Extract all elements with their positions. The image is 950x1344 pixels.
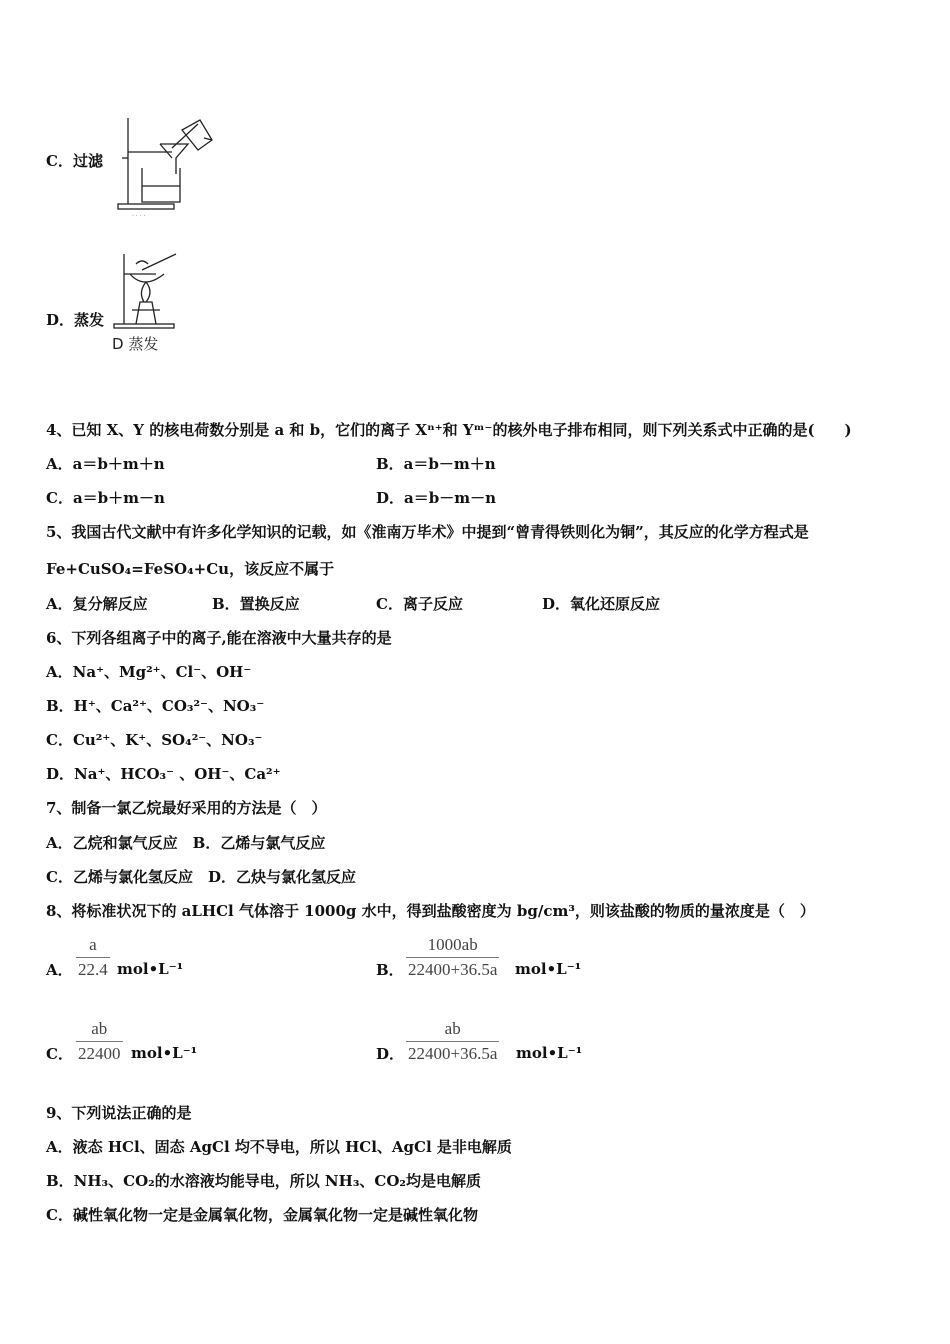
q5-option-c: C．离子反应 — [376, 595, 463, 613]
q8-option-c-fraction — [76, 1019, 123, 1064]
q5-stem-line1: 5、我国古代文献中有许多化学知识的记载，如《淮南万毕术》中提到“曾青得铁则化为铜”，其反应的化学方程式是 — [46, 523, 809, 541]
q4-option-a: A．a＝b＋m＋n — [46, 455, 165, 473]
q8-option-c-label: C． — [46, 1045, 73, 1063]
q6-option-a: A．Na⁺、Mg²⁺、Cl⁻、OH⁻ — [46, 663, 252, 681]
filtration-apparatus-figure — [112, 114, 222, 218]
fraction-denominator: 22.4 — [78, 960, 108, 979]
fraction-bar — [76, 957, 110, 958]
q8-option-a-label: A． — [46, 961, 73, 979]
q3-option-d: D．蒸发 — [46, 311, 105, 329]
q9-option-a: A．液态 HCl、固态 AgCl 均不导电，所以 HCl、AgCl 是非电解质 — [46, 1138, 512, 1156]
q6-option-d: D．Na⁺、HCO₃⁻ 、OH⁻、Ca²⁺ — [46, 765, 281, 783]
q6-option-c: C．Cu²⁺、K⁺、SO₄²⁻、NO₃⁻ — [46, 731, 263, 749]
q6-stem: 6、下列各组离子中的离子,能在溶液中大量共存的是 — [46, 629, 392, 647]
q7-options-ab: A．乙烷和氯气反应 B．乙烯与氯气反应 — [46, 834, 326, 852]
fraction-denominator: 22400 — [78, 1044, 121, 1063]
svg-text:. . . .: . . . . — [132, 211, 146, 218]
q8-option-d-label: D． — [376, 1045, 405, 1063]
fraction-bar — [76, 1041, 123, 1042]
q5-option-a: A．复分解反应 — [46, 595, 148, 613]
q4-option-c: C．a＝b＋m－n — [46, 489, 165, 507]
q8-option-a-unit: mol•L⁻¹ — [117, 960, 184, 978]
q5-option-d: D．氧化还原反应 — [542, 595, 661, 613]
q8-option-b-unit: mol•L⁻¹ — [515, 960, 582, 978]
fraction-denominator: 22400+36.5a — [408, 1044, 498, 1063]
q4-option-d: D．a＝b－m－n — [376, 489, 496, 507]
fraction-numerator: ab — [91, 1019, 108, 1038]
figure-caption: D 蒸发 — [112, 335, 159, 353]
q8-option-b-label: B． — [376, 961, 404, 979]
fraction-denominator: 22400+36.5a — [408, 960, 498, 979]
q5-stem-line2: Fe+CuSO₄=FeSO₄+Cu，该反应不属于 — [46, 560, 335, 578]
fraction-bar — [406, 1041, 499, 1042]
q7-stem: 7、制备一氯乙烷最好采用的方法是（ ） — [46, 799, 327, 817]
q8-option-a-fraction — [76, 935, 110, 980]
q4-option-b: B．a＝b－m＋n — [376, 455, 496, 473]
fraction-numerator: 1000ab — [427, 935, 478, 954]
evaporation-apparatus-figure — [112, 250, 182, 332]
q9-stem: 9、下列说法正确的是 — [46, 1104, 192, 1122]
q8-option-b-fraction — [406, 935, 499, 980]
q4-stem: 4、已知 X、Y 的核电荷数分别是 a 和 b，它们的离子 Xⁿ⁺和 Yᵐ⁻的核外电子排布相同，则下列关系式中正确的是( ) — [46, 421, 852, 439]
q8-option-d-fraction — [406, 1019, 499, 1064]
q7-options-cd: C．乙烯与氯化氢反应 D．乙炔与氯化氢反应 — [46, 868, 356, 886]
q8-option-c-unit: mol•L⁻¹ — [131, 1044, 198, 1062]
q6-option-b: B．H⁺、Ca²⁺、CO₃²⁻、NO₃⁻ — [46, 697, 265, 715]
q8-stem: 8、将标准状况下的 aLHCl 气体溶于 1000g 水中，得到盐酸密度为 bg/cm³，则该盐酸的物质的量浓度是（ ） — [46, 902, 815, 920]
q8-option-d-unit: mol•L⁻¹ — [516, 1044, 583, 1062]
fraction-numerator: ab — [444, 1019, 461, 1038]
fraction-bar — [406, 957, 499, 958]
q5-option-b: B．置换反应 — [212, 595, 300, 613]
q3-option-c: C．过滤 — [46, 152, 103, 170]
q9-option-c: C．碱性氧化物一定是金属氧化物，金属氧化物一定是碱性氧化物 — [46, 1206, 478, 1224]
q9-option-b: B．NH₃、CO₂的水溶液均能导电，所以 NH₃、CO₂均是电解质 — [46, 1172, 481, 1190]
fraction-numerator: a — [89, 935, 97, 954]
